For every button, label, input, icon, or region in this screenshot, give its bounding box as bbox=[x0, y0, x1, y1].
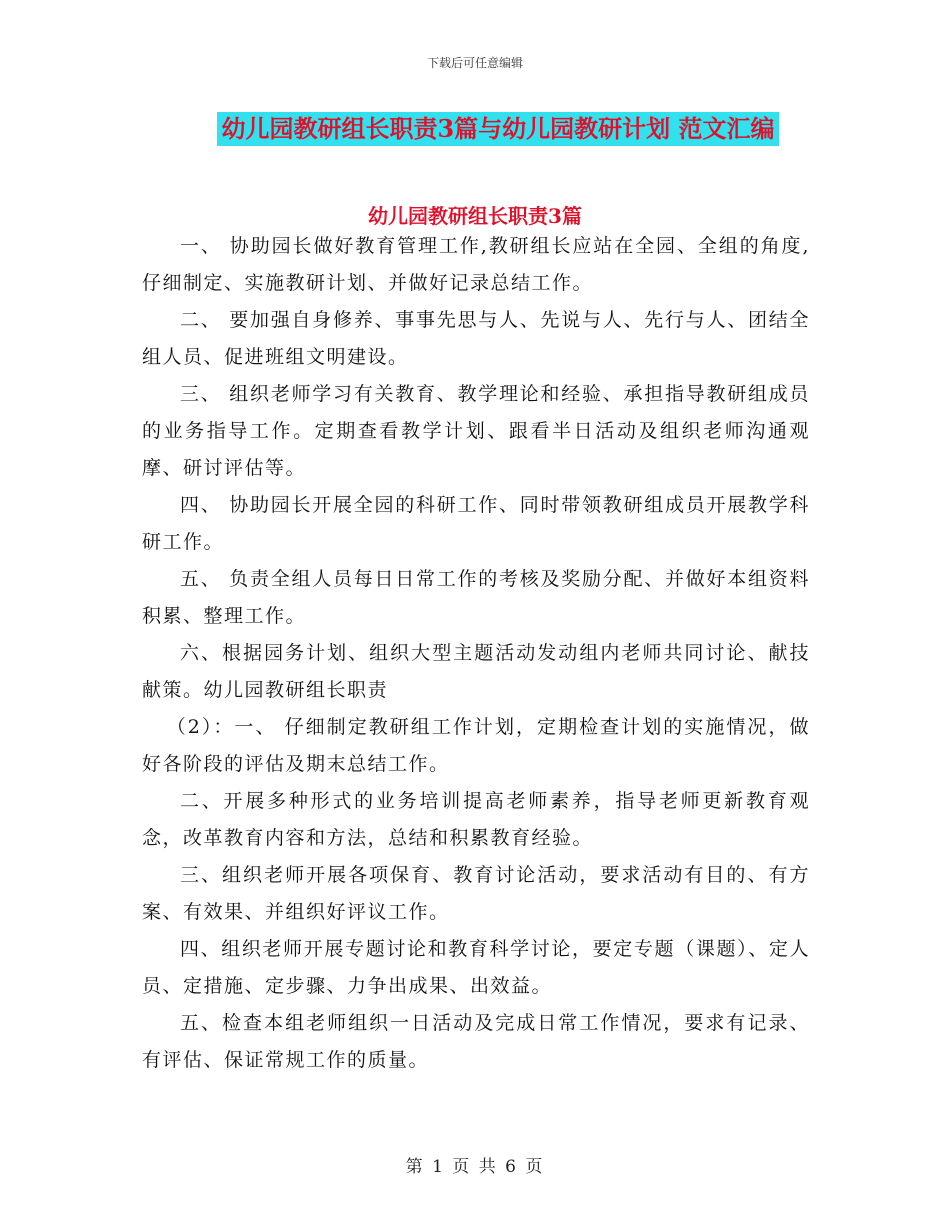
document-body bbox=[142, 228, 810, 1079]
paragraph-5: 五、 负责全组人员每日日常工作的考核及奖励分配、并做好本组资料积累、整理工作。 bbox=[142, 568, 810, 627]
paragraph-10: 四、组织老师开展专题讨论和教育科学讨论，要定专题（课题）、定人员、定措施、定步骤、力争出成果、出效益。 bbox=[142, 938, 810, 997]
document-title: 幼儿园教研组长职责3篇与幼儿园教研计划 范文汇编 bbox=[217, 112, 778, 146]
paragraph-1: 一、 协助园长做好教育管理工作,教研组长应站在全园、全组的角度,仔细制定、实施教研计划、并做好记录总结工作。 bbox=[142, 235, 810, 294]
page-header-note: 下载后可任意编辑 bbox=[426, 56, 523, 70]
section-title: 幼儿园教研组长职责3篇 bbox=[368, 204, 582, 228]
paragraph-6: 六、根据园务计划、组织大型主题活动发动组内老师共同讨论、献技献策。幼儿园教研组长职责 bbox=[142, 642, 810, 701]
paragraph-11: 五、检查本组老师组织一日活动及完成日常工作情况，要求有记录、有评估、保证常规工作的质量。 bbox=[142, 1012, 810, 1071]
paragraph-9: 三、组织老师开展各项保育、教育讨论活动，要求活动有目的、有方案、有效果、并组织好评议工作。 bbox=[142, 864, 810, 923]
page-number-footer: 第 1 页 共 6 页 bbox=[405, 1157, 545, 1177]
paragraph-7: （2）：一、 仔细制定教研组工作计划，定期检查计划的实施情况，做好各阶段的评估及期末总结工作。 bbox=[142, 716, 810, 775]
paragraph-4: 四、 协助园长开展全园的科研工作、同时带领教研组成员开展教学科研工作。 bbox=[142, 494, 810, 553]
paragraph-2: 二、 要加强自身修养、事事先思与人、先说与人、先行与人、团结全组人员、促进班组文明建设。 bbox=[142, 309, 810, 368]
paragraph-3: 三、 组织老师学习有关教育、教学理论和经验、承担指导教研组成员的业务指导工作。定期查看教学计划、跟看半日活动及组织老师沟通观摩、研讨评估等。 bbox=[142, 383, 810, 479]
paragraph-8: 二、开展多种形式的业务培训提高老师素养，指导老师更新教育观念，改革教育内容和方法，总结和积累教育经验。 bbox=[142, 790, 810, 849]
document-title-container bbox=[0, 112, 950, 146]
